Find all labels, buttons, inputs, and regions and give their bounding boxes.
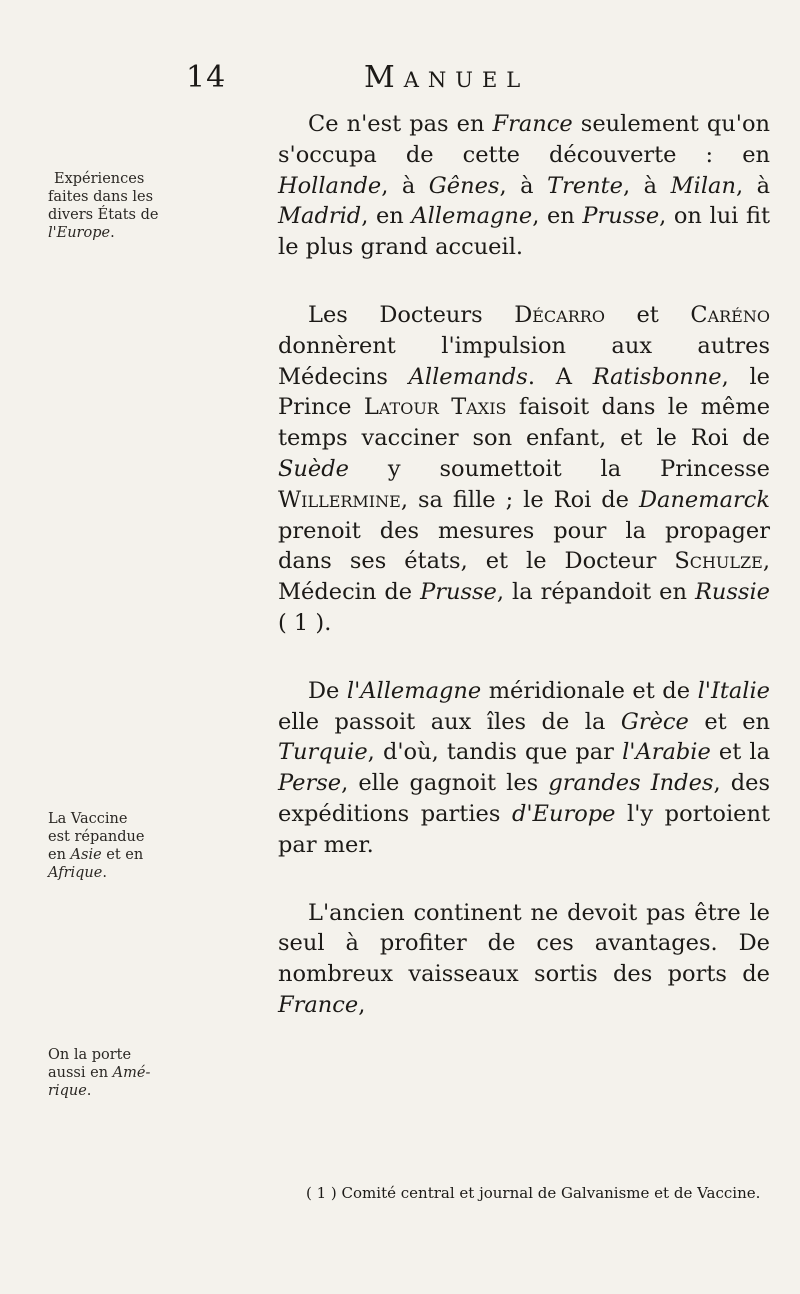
marginal-note-vaccine xyxy=(48,810,278,882)
marginal-line: Expériences xyxy=(54,171,145,187)
paragraph-3: De l'Allemagne méridionale et de l'Italie elle passoit aux îles de la Grèce et en Turquie, d'où, tandis que par l'Arabie et la Perse, elle gagnoit les grandes Indes, des expéditions parties d'Europe l'y portoient par mer. xyxy=(278,677,771,858)
running-title: Manuel xyxy=(364,60,530,95)
marginal-line: rique. xyxy=(48,1083,92,1099)
running-head xyxy=(0,60,800,100)
marginal-line: l'Europe. xyxy=(48,225,115,241)
paragraph-1: Ce n'est pas en France seulement qu'on s'occupa de cette découverte : en Hollande, à Gênes, à Trente, à Milan, à Madrid, en Allemagne, en Prusse, on lui fit le plus grand accueil. xyxy=(278,111,771,261)
marginal-line: divers États de xyxy=(48,207,159,223)
marginal-line: Afrique. xyxy=(48,865,107,881)
marginal-line: faites dans les xyxy=(48,189,154,205)
paragraph-2: Les Docteurs Décarro et Caréno donnèrent l'impulsion aux autres Médecins Allemands. A Ratisbonne, le Prince Latour Taxis faisoit dans le même temps vacciner son enfant, et le Roi de Suède y soumettoit la Princesse Willermine, sa fille ; le Roi de Danemarck prenoit des mesures pour la propager dans ses états, et le Docteur Schulze, Médecin de Prusse, la répandoit en Russie ( 1 ). xyxy=(278,301,771,636)
footnote-reference[interactable]: ( 1 ) xyxy=(278,609,325,636)
marginal-line: en Asie et en xyxy=(48,847,144,863)
page-number: 14 xyxy=(186,60,227,95)
marginal-note-experiences xyxy=(48,170,278,242)
marginal-line: On la porte xyxy=(48,1047,132,1063)
marginal-line: est répandue xyxy=(48,829,145,845)
main-text xyxy=(278,109,770,1021)
marginal-line: La Vaccine xyxy=(48,811,128,827)
footnote: ( 1 ) Comité central et journal de Galvanisme et de Vaccine. xyxy=(306,1184,761,1202)
marginal-note-amerique xyxy=(48,1046,278,1100)
marginal-line: aussi en Amé- xyxy=(48,1065,151,1081)
paragraph-4: L'ancien continent ne devoit pas être le seul à profiter de ces avantages. De nombreux vaisseaux sortis des ports de France, xyxy=(278,899,770,1018)
